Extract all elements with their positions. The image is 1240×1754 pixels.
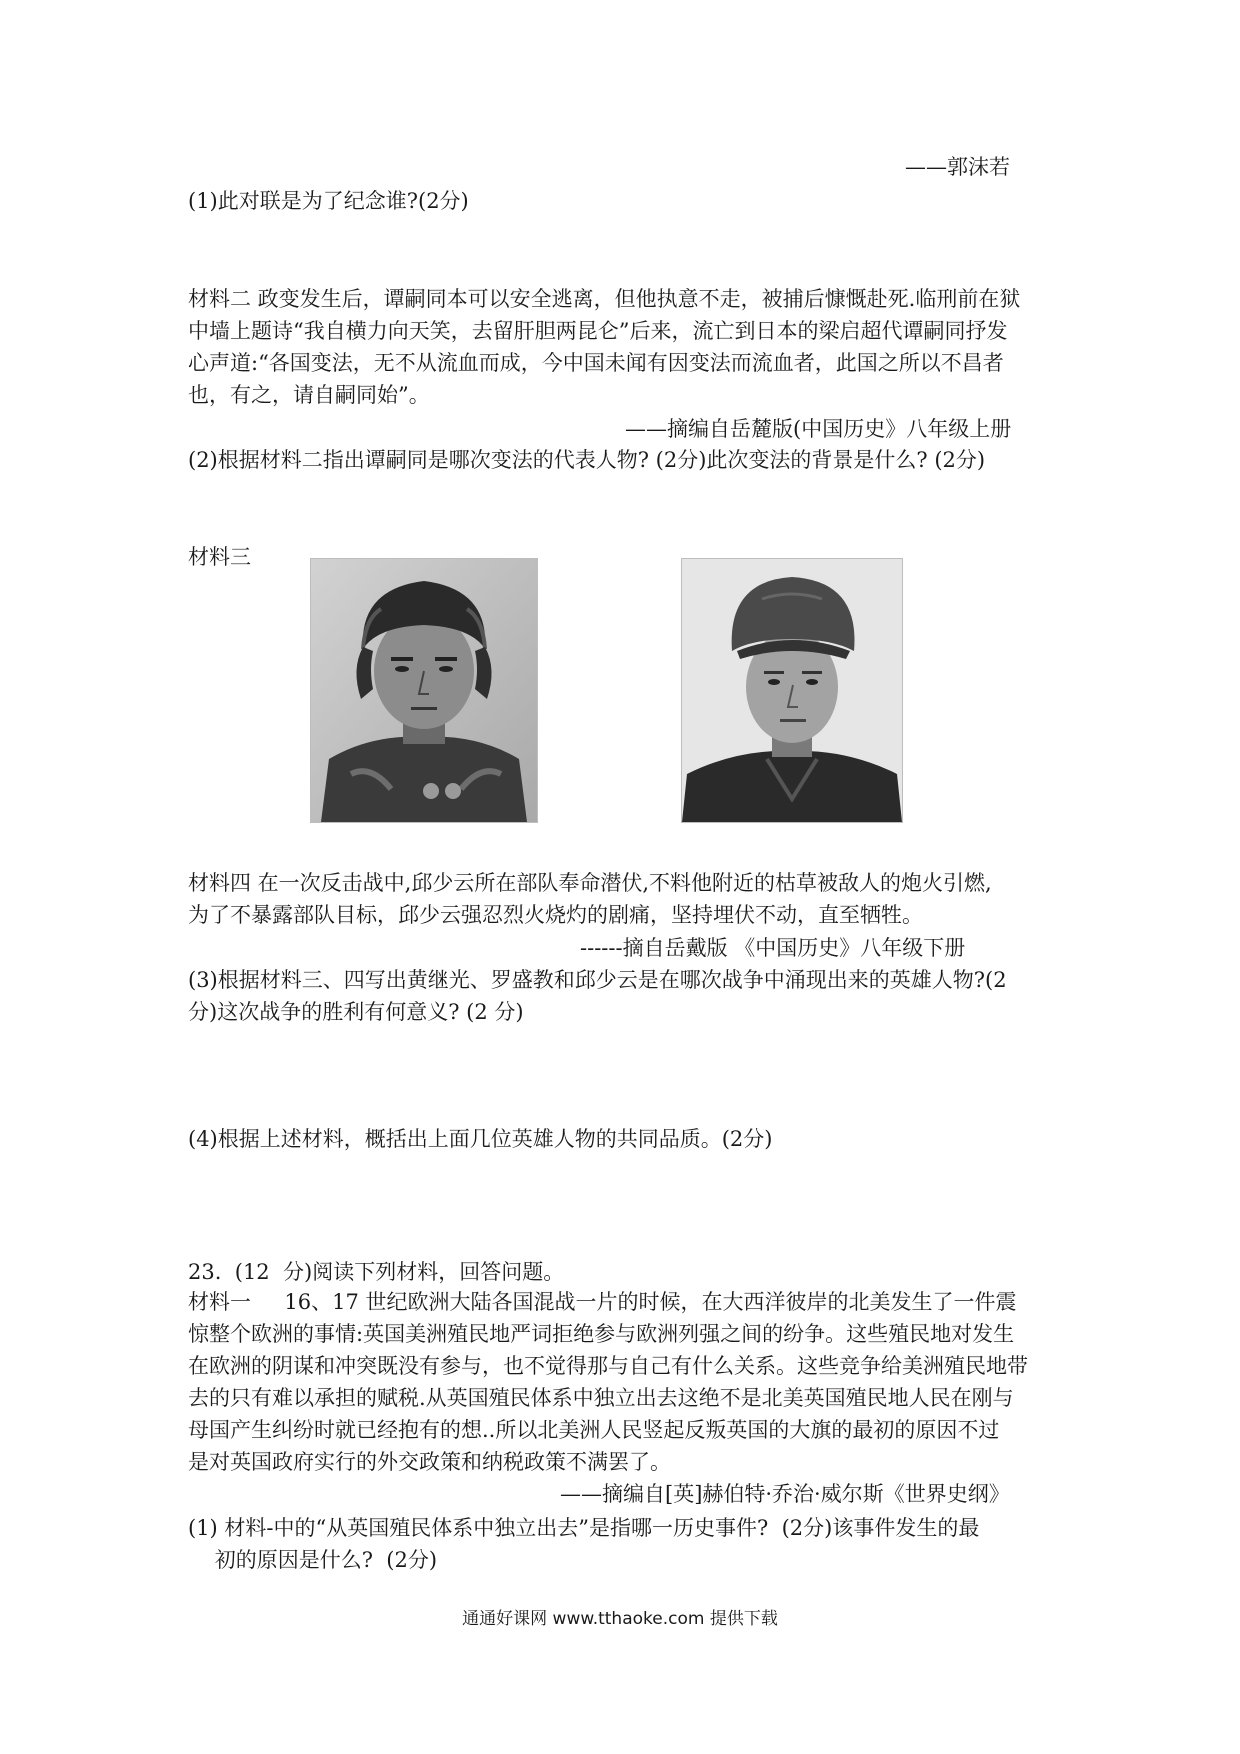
material-1 — [188, 1286, 1028, 1478]
material-4-source: ------摘自岳戴版 《中国历史》八年级下册 — [580, 936, 966, 960]
question-2: (2)根据材料二指出谭嗣同是哪次变法的代表人物? (2分)此次变法的背景是什么? (2分) — [188, 448, 986, 472]
material-2-line: 也，有之，请自嗣同始”。 — [188, 383, 430, 407]
material-2-line: 心声道:“各国变法，无不从流血而成，今中国未闻有因变法而流血者，此国之所以不昌者 — [188, 351, 1004, 375]
material-1-line: 在欧洲的阴谋和冲突既没有参与，也不觉得那与自己有什么关系。这些竞争给美洲殖民地带 — [188, 1354, 1028, 1378]
question-1: (1)此对联是为了纪念谁?(2分) — [188, 189, 469, 213]
question-23-header: 23. (12 分)阅读下列材料，回答问题。 — [188, 1260, 565, 1284]
question-3-line: 分)这次战争的胜利有何意义? (2 分) — [188, 1000, 524, 1024]
material-4 — [188, 867, 992, 931]
material-4-line: 材料四 在一次反击战中,邱少云所在部队奉命潜伏,不料他附近的枯草被敌人的炮火引燃, — [188, 871, 992, 895]
question-23-1 — [188, 1512, 979, 1576]
material-1-line: 是对英国政府实行的外交政策和纳税政策不满罢了。 — [188, 1450, 671, 1474]
material-1-line: 惊整个欧洲的事情:英国美洲殖民地严词拒绝参与欧洲列强之间的纷争。这些殖民地对发生 — [188, 1322, 1015, 1346]
material-1-line: 材料一 16、17 世纪欧洲大陆各国混战一片的时候，在大西洋彼岸的北美发生了一件震 — [188, 1290, 1017, 1314]
question-23-1-line: 初的原因是什么? (2分) — [188, 1548, 438, 1572]
material-2-source: ——摘编自岳麓版(中国历史》八年级上册 — [625, 417, 1012, 441]
attribution-guo-moruo: ——郭沫若 — [905, 155, 1010, 179]
question-4: (4)根据上述材料，概括出上面几位英雄人物的共同品质。(2分) — [188, 1127, 773, 1151]
material-1-line: 去的只有难以承担的赋税.从英国殖民体系中独立出去这绝不是北美英国殖民地人民在刚与 — [188, 1386, 1014, 1410]
material-1-source: ——摘编自[英]赫伯特·乔治·威尔斯《世界史纲》 — [560, 1482, 1010, 1506]
material-2 — [188, 283, 1020, 411]
question-3-line: (3)根据材料三、四写出黄继光、罗盛教和邱少云是在哪次战争中涌现出来的英雄人物?(2 — [188, 968, 1007, 992]
question-3 — [188, 964, 1007, 1028]
portrait-photo-2 — [681, 558, 903, 823]
question-23-1-line: (1) 材料-中的“从英国殖民体系中独立出去”是指哪一历史事件? (2分)该事件发生的最 — [188, 1516, 980, 1540]
portrait-photo-1 — [310, 558, 538, 823]
material-1-line: 母国产生纠纷时就已经抱有的想..所以北美洲人民竖起反叛英国的大旗的最初的原因不过 — [188, 1418, 1000, 1442]
material-4-line: 为了不暴露部队目标，邱少云强忍烈火烧灼的剧痛，坚持埋伏不动，直至牺牲。 — [188, 903, 923, 927]
material-3-label: 材料三 — [188, 545, 251, 569]
material-2-line: 材料二 政变发生后，谭嗣同本可以安全逃离，但他执意不走，被捕后慷慨赴死.临刑前在狱 — [188, 287, 1021, 311]
footer-download-note: 通通好课网 www.tthaoke.com 提供下载 — [462, 1609, 778, 1629]
material-2-line: 中墙上题诗“我自横力向天笑，去留肝胆两昆仑”后来，流亡到日本的梁启超代谭嗣同抒发 — [188, 319, 1008, 343]
